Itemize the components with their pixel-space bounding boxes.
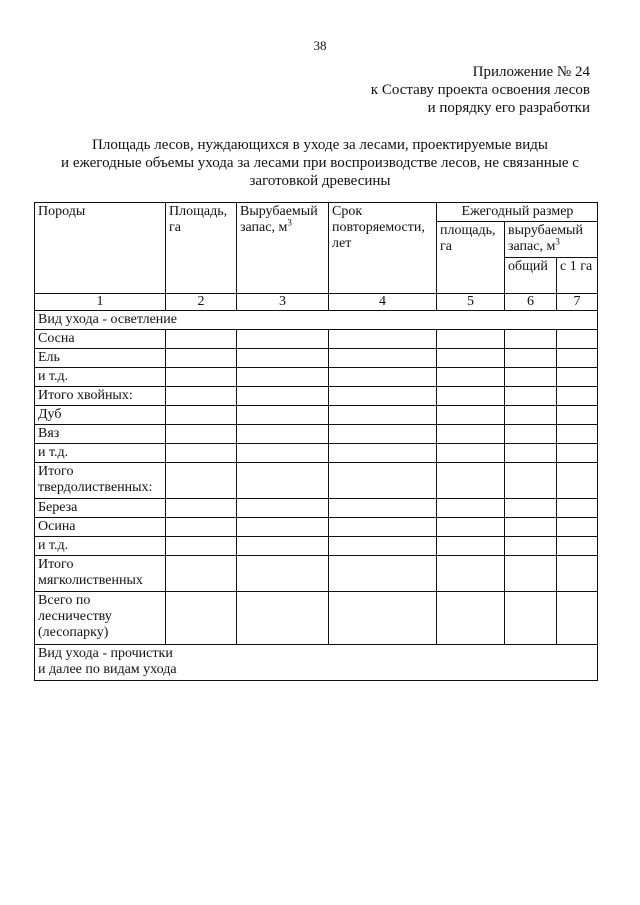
table-cell (166, 463, 237, 499)
table-cell (329, 330, 437, 349)
column-numbers-row (35, 294, 598, 311)
table-cell (437, 537, 505, 556)
table-cell (237, 556, 329, 592)
appendix-line-2: к Составу проекта освоения лесов (370, 82, 590, 98)
table-row (35, 330, 598, 349)
row-label: Всего по лесничеству (лесопарку) (35, 592, 166, 645)
table-cell (505, 368, 557, 387)
table-cell (329, 368, 437, 387)
table-cell (437, 518, 505, 537)
table-cell (557, 499, 598, 518)
page-number: 38 (313, 38, 327, 53)
section-label: Вид ухода - прочистки и далее по видам ухода (35, 645, 598, 681)
header-per-ha: с 1 га (557, 258, 598, 294)
table-cell (166, 592, 237, 645)
table-row (35, 349, 598, 368)
table-cell (237, 463, 329, 499)
table-cell (557, 330, 598, 349)
table-cell (166, 406, 237, 425)
row-label: Береза (35, 499, 166, 518)
table-cell (237, 330, 329, 349)
table-cell (166, 537, 237, 556)
col-number: 1 (35, 294, 166, 311)
table-cell (237, 406, 329, 425)
table-cell (166, 556, 237, 592)
col-number: 4 (329, 294, 437, 311)
table-cell (237, 537, 329, 556)
section-row (35, 645, 598, 681)
table-cell (329, 387, 437, 406)
table-cell (505, 537, 557, 556)
table-cell (437, 499, 505, 518)
row-label: Осина (35, 518, 166, 537)
table-cell (505, 499, 557, 518)
table-cell (437, 444, 505, 463)
section-label: Вид ухода - осветление (35, 311, 598, 330)
section-row (35, 311, 598, 330)
appendix-header (371, 63, 590, 117)
table-cell (557, 368, 598, 387)
table-cell (505, 444, 557, 463)
table-cell (557, 387, 598, 406)
table-cell (237, 518, 329, 537)
table-cell (329, 406, 437, 425)
row-label: Дуб (35, 406, 166, 425)
table-cell (166, 499, 237, 518)
row-label: Ель (35, 349, 166, 368)
row-label: Сосна (35, 330, 166, 349)
table-cell (329, 556, 437, 592)
table-cell (557, 349, 598, 368)
header-total: общий (505, 258, 557, 294)
table-cell (437, 592, 505, 645)
header-volume: Вырубаемый запас, $м^3$ (237, 203, 329, 294)
table-row (35, 518, 598, 537)
header-species: Породы (35, 203, 166, 294)
title-line-3: заготовкой древесины (249, 173, 391, 189)
header-area: Площадь, га (166, 203, 237, 294)
table-cell (166, 368, 237, 387)
header-annual-area: площадь, га (437, 222, 505, 294)
col-number: 3 (237, 294, 329, 311)
col-number: 7 (557, 294, 598, 311)
table-cell (505, 592, 557, 645)
table-cell (437, 463, 505, 499)
document-title (0, 136, 640, 190)
table-cell (329, 499, 437, 518)
row-label: и т.д. (35, 444, 166, 463)
table-cell (329, 537, 437, 556)
table-cell (557, 592, 598, 645)
row-label: и т.д. (35, 537, 166, 556)
table-row (35, 444, 598, 463)
table-cell (557, 518, 598, 537)
title-line-1: Площадь лесов, нуждающихся в уходе за лесами, проектируемые виды (92, 137, 548, 153)
table-cell (329, 425, 437, 444)
table-cell (237, 349, 329, 368)
header-annual: Ежегодный размер (437, 203, 598, 222)
appendix-line-3: и порядку его разработки (427, 100, 590, 116)
table-row (35, 592, 598, 645)
table-cell (237, 444, 329, 463)
table-cell (505, 406, 557, 425)
table-cell (329, 349, 437, 368)
row-label: Итого мягколиственных (35, 556, 166, 592)
row-label: и т.д. (35, 368, 166, 387)
table-cell (329, 463, 437, 499)
table-row (35, 499, 598, 518)
table-cell (329, 444, 437, 463)
table-cell (166, 518, 237, 537)
table-cell (166, 330, 237, 349)
table-row (35, 406, 598, 425)
table-cell (557, 537, 598, 556)
table-cell (437, 387, 505, 406)
table-cell (329, 518, 437, 537)
table-cell (437, 556, 505, 592)
table-cell (505, 463, 557, 499)
title-line-2: и ежегодные объемы ухода за лесами при воспроизводстве лесов, не связанные с (61, 155, 579, 171)
table-row (35, 368, 598, 387)
table-cell (557, 556, 598, 592)
table-cell (437, 425, 505, 444)
appendix-line-1: Приложение № 24 (472, 64, 590, 80)
table-cell (166, 444, 237, 463)
forest-care-table (34, 202, 598, 681)
table-cell (557, 425, 598, 444)
table-cell (505, 387, 557, 406)
col-number: 5 (437, 294, 505, 311)
table-cell (437, 330, 505, 349)
table-cell (505, 349, 557, 368)
table-cell (505, 330, 557, 349)
table-cell (505, 425, 557, 444)
table-cell (237, 387, 329, 406)
table-cell (557, 444, 598, 463)
row-label: Итого твердолиственных: (35, 463, 166, 499)
table-cell (237, 368, 329, 387)
header-period: Срок повторяемости, лет (329, 203, 437, 294)
table-cell (237, 592, 329, 645)
col-number: 6 (505, 294, 557, 311)
table-cell (557, 463, 598, 499)
table-cell (437, 406, 505, 425)
table-row (35, 463, 598, 499)
table-cell (237, 499, 329, 518)
header-annual-volume: вырубаемый запас, $м^3$ (505, 222, 598, 258)
table-cell (166, 387, 237, 406)
row-label: Итого хвойных: (35, 387, 166, 406)
table-cell (166, 349, 237, 368)
table-cell (437, 349, 505, 368)
table-row (35, 537, 598, 556)
table-cell (237, 425, 329, 444)
table-cell (505, 518, 557, 537)
table-row (35, 556, 598, 592)
table-cell (166, 425, 237, 444)
table-row (35, 387, 598, 406)
col-number: 2 (166, 294, 237, 311)
table-cell (437, 368, 505, 387)
row-label: Вяз (35, 425, 166, 444)
table-cell (505, 556, 557, 592)
table-cell (329, 592, 437, 645)
table-row (35, 425, 598, 444)
table-cell (557, 406, 598, 425)
